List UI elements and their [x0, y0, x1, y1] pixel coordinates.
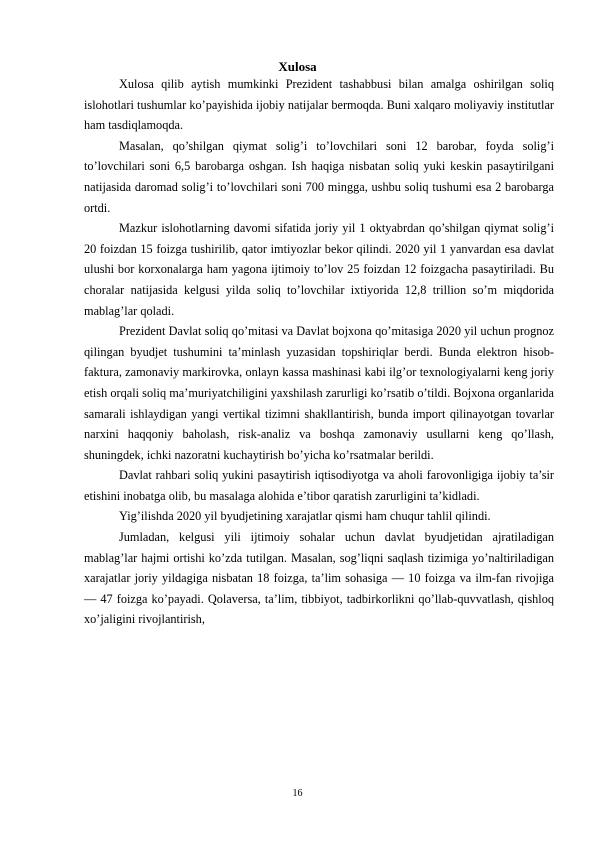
- paragraph: Prezident Davlat soliq qo’mitasi va Davlat bojxona qo’mitasiga 2020 yil uchun prognoz qilingan byudjet tushumini ta’minlash yuzasidan topshiriqlar berdi. Bunda elektron hisob-faktura, zamonaviy markirovka, onlayn kassa mashinasi kabi ilg’or texnologiyalarni keng joriy etish orqali soliq ma’muriyatchiligini yaxshilash zarurligi ko’rsatib o’tildi. Bojxona organlarida samarali ishlaydigan yangi vertikal tizimni shakllantirish, bunda import qilinayotgan tovarlar narxini haqqoniy baholash, risk-analiz va boshqa zamonaviy usullarni keng qo’llash, shuningdek, ichki nazoratni kuchaytirish bo’yicha ko’rsatmalar berildi.: [84, 324, 554, 462]
- paragraph: Xulosa qilib aytish mumkinki Prezident tashabbusi bilan amalga oshirilgan soliq islohotlari tushumlar ko’payishida ijobiy natijalar bermoqda. Buni xalqaro moliyaviy institutlar ham tasdiqlamoqda.: [84, 77, 554, 133]
- paragraph: Yig’ilishda 2020 yil byudjetining xarajatlar qismi ham chuqur tahlil qilindi.: [119, 509, 491, 524]
- page-title: Xulosa: [278, 59, 317, 74]
- body-text: [84, 74, 554, 630]
- paragraph: Masalan, qo’shilgan qiymat solig’i to’lovchilari soni 12 barobar, foyda solig’i to’lovchilari soni 6,5 barobarga oshgan. Ish haqiga nisbatan soliq yuki keskin pasaytirilgani natijasida daromad solig’i to’lovchilari soni 700 mingga, ushbu soliq tushumi esa 2 barobarga ortdi.: [84, 138, 554, 215]
- page-number: 16: [292, 788, 303, 799]
- paragraph: Jumladan, kelgusi yili ijtimoiy sohalar uchun davlat byudjetidan ajratiladigan mablag’lar hajmi ortishi ko’zda tutilgan. Masalan, sog’liqni saqlash tizimiga yo’naltiriladigan xarajatlar joriy yildagiga nisbatan 18 foizga, ta’lim sohasiga — 10 foizga va ilm-fan rivojiga — 47 foizga ko’payadi. Qolaversa, ta’lim, tibbiyot, tadbirkorlikni qo’llab-quvvatlash, qishloq xo’jaligini rivojlantirish,: [84, 530, 554, 627]
- paragraph: Mazkur islohotlarning davomi sifatida joriy yil 1 oktyabrdan qo’shilgan qiymat solig’i 20 foizdan 15 foizga tushirilib, qator imtiyozlar bekor qilindi. 2020 yil 1 yanvardan esa davlat ulushi bor korxonalarga ham yagona ijtimoiy to’lov 25 foizdan 12 foizgacha pasaytiriladi. Bu choralar natijasida kelgusi yilda soliq to’lovchilar ixtiyorida 12,8 trillion so’m miqdorida mablag’lar qoladi.: [84, 221, 554, 318]
- paragraph: Davlat rahbari soliq yukini pasaytirish iqtisodiyotga va aholi farovonligiga ijobiy ta’sir etishini inobatga olib, bu masalaga alohida e’tibor qaratish zarurligini ta’kidladi.: [84, 468, 554, 503]
